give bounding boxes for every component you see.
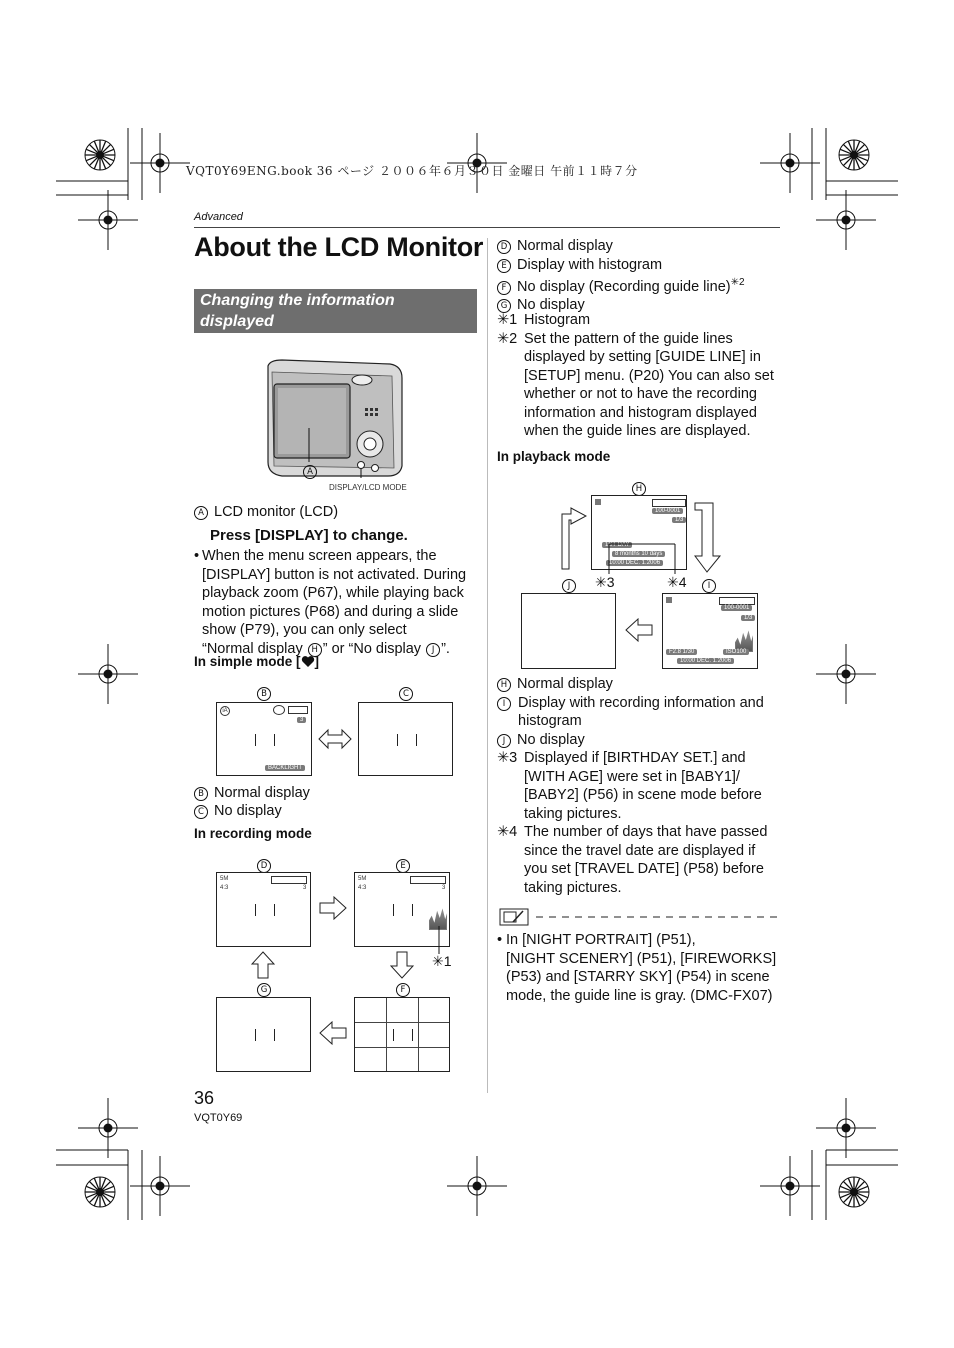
legend-a: A LCD monitor (LCD): [194, 503, 338, 522]
arrow-down-right-icon: [694, 502, 724, 574]
label-f: F: [396, 980, 416, 998]
arrow-left-icon: [319, 1021, 347, 1045]
legend-f: F No display (Recording guide line)$^{✳2}$: [497, 274, 783, 296]
subheading-line-1: Changing the information: [200, 292, 395, 309]
rec-normal-screen: 5M 4:3 3: [216, 872, 311, 947]
legend-h: H Normal display: [497, 675, 783, 694]
backlight-label: BACKLIGHT: [265, 765, 305, 771]
remaining-count: 3: [297, 717, 306, 723]
battery-icon: [719, 597, 755, 605]
stabilizer-icon: [273, 705, 285, 715]
note-text: • In [NIGHT PORTRAIT] (P51), [NIGHT SCENERY] (P51), [FIREWORKS] (P53) and [STARRY SKY] (P54) in scene mode, the guide line is gray. (DMC-FX07): [497, 932, 777, 1004]
page-number: 36: [194, 1088, 215, 1108]
legend-e: E Display with histogram: [497, 256, 783, 275]
battery-icon: [652, 499, 686, 507]
play-info-histogram-screen: 100-0001 1/3 F2.8 1/30 ISO100 10:00 DEC. 1.2006: [662, 593, 758, 669]
label-c: C: [399, 684, 419, 702]
label-g: G: [257, 980, 277, 998]
note-3: ✳3 Displayed if [BIRTHDAY SET.] and [WITH AGE] were set in [BABY1]/ [BABY2] (P56) in scene mode before taking pictures.: [497, 750, 762, 822]
arrow-up-left-icon: [561, 500, 587, 570]
af-frame: [393, 1029, 413, 1041]
subheading-line-2: displayed: [200, 313, 274, 330]
print-info: VQT0Y69ENG.book 36 ページ ２００６年６月３０日 金曜日 午前１１時７分: [186, 164, 638, 178]
legend-b: B Normal display: [194, 784, 310, 803]
arrow-up-icon: [251, 951, 275, 979]
af-frame: [255, 904, 275, 916]
subheading: [194, 289, 477, 333]
label-d: D: [257, 856, 277, 874]
note-2: ✳2 Set the pattern of the guide lines displayed by setting [GUIDE LINE] in [SETUP] menu. (P20) You can also set whether or not to have the recording information and histogram displayed when the guide lines are displayed.: [497, 330, 774, 439]
battery-icon: [410, 876, 446, 884]
mark-3: ✳3: [595, 574, 615, 590]
label-j: J: [562, 576, 582, 594]
recording-notes: [497, 311, 783, 441]
battery-icon: [288, 706, 308, 714]
press-display-instruction: Press [DISPLAY] to change.: [210, 527, 408, 544]
page-title: About the LCD Monitor: [194, 232, 484, 262]
af-frame: [255, 734, 275, 746]
double-arrow-icon: [318, 728, 352, 750]
label-e: E: [396, 856, 416, 874]
note-4: ✳4 The number of days that have passed since the travel date are displayed if you set [TRAVEL DATE] (P58) before taking pictures.: [497, 824, 768, 896]
recording-mode-heading: In recording mode: [194, 826, 312, 841]
display-button-caption: DISPLAY/LCD MODE: [329, 483, 407, 492]
label-b: B: [257, 684, 277, 702]
rec-histogram-screen: 5M 4:3 3: [354, 872, 450, 947]
af-frame: [397, 734, 417, 746]
header-rule: [194, 227, 780, 228]
note-icon: [499, 908, 529, 926]
rec-guide-line-screen: [354, 997, 450, 1072]
camera-illustration: [262, 358, 412, 478]
battery-icon: [271, 876, 307, 884]
histogram-pointer: [436, 926, 442, 956]
legend-d: D Normal display: [497, 237, 783, 256]
arrow-right-icon: [319, 896, 347, 920]
note-dashed-rule: [536, 915, 782, 919]
column-divider: [487, 238, 488, 1093]
play-normal-screen: 100-0001 1/3 1ST DAY 8 months 10 days 10:00 DEC. 1.2006: [591, 495, 687, 570]
arrow-left-icon: [625, 618, 653, 642]
section-tag: Advanced: [194, 211, 243, 223]
play-icon: [595, 499, 601, 505]
heart-icon: [301, 655, 315, 668]
label-i: I: [702, 576, 722, 594]
menu-note: • When the menu screen appears, the [DISPLAY] button is not activated. During playback zoom (P67), while playing back motion pictures (P68) and during a slide show (P79), you can only select “Normal display H ” or “No display J ”.: [194, 548, 467, 657]
mark-1: ✳1: [432, 953, 452, 969]
play-no-display-screen: [521, 593, 616, 669]
rec-no-display-screen: [216, 997, 311, 1072]
legend-i: I Display with recording information and histogram: [497, 694, 783, 731]
recording-legend: [497, 237, 783, 315]
note-1: ✳1 Histogram: [497, 312, 591, 328]
simple-mode-heading: In simple mode [ ]: [194, 654, 320, 669]
af-frame: [255, 1029, 275, 1041]
playback-legend: [497, 675, 783, 749]
model-code: VQT0Y69: [194, 1112, 243, 1124]
arrow-down-icon: [390, 951, 414, 979]
playback-mode-heading: In playback mode: [497, 449, 611, 464]
simple-normal-screen: [216, 702, 312, 776]
label-h: H: [632, 479, 652, 497]
play-icon: [666, 597, 672, 603]
intelligent-auto-icon: iA: [220, 706, 230, 716]
legend-c: C No display: [194, 802, 282, 821]
simple-no-display-screen: [358, 702, 453, 776]
af-frame: [393, 904, 413, 916]
mark-4: ✳4: [667, 574, 687, 590]
camera-label-a: A: [303, 462, 323, 480]
playback-notes: [497, 749, 783, 897]
legend-g: G No display: [497, 296, 783, 315]
legend-j: J No display: [497, 731, 783, 750]
